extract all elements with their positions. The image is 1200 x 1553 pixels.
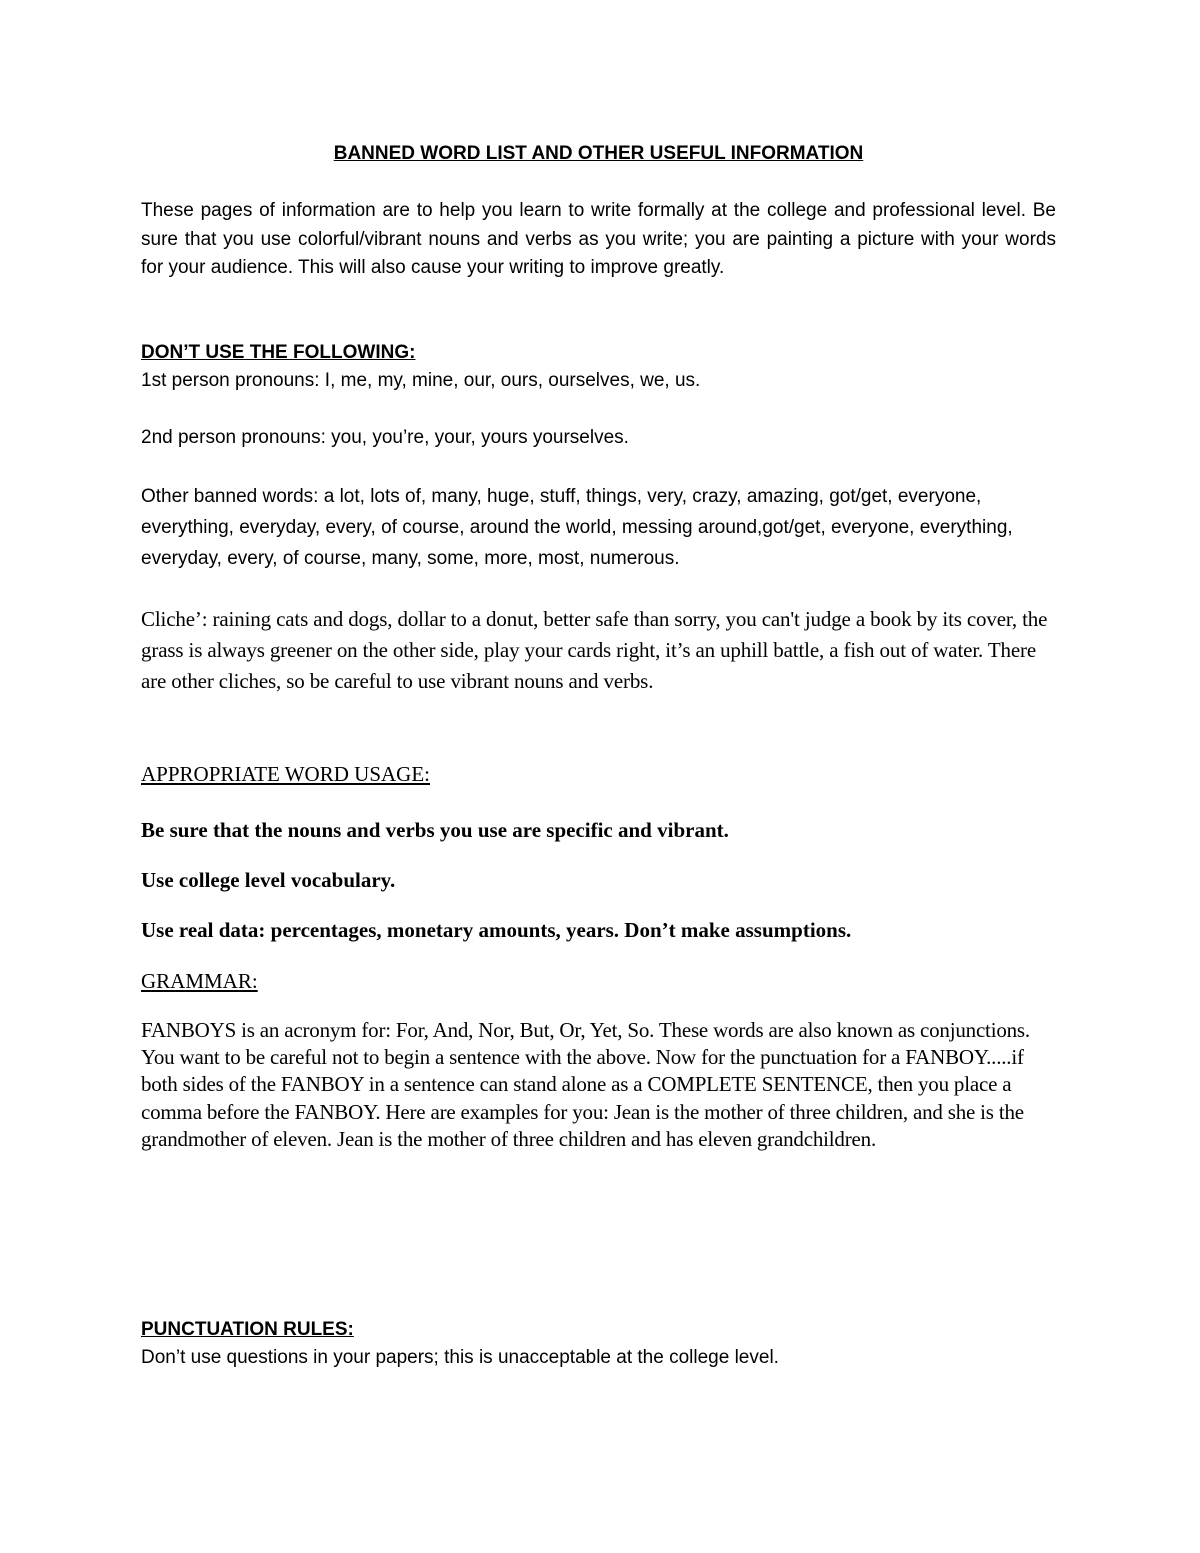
punctuation-heading: PUNCTUATION RULES:	[141, 1319, 354, 1340]
second-person-pronouns: 2nd person pronouns: you, you’re, your, yours yourselves.	[141, 427, 629, 448]
grammar-heading: GRAMMAR:	[141, 969, 258, 993]
other-banned-words: Other banned words: a lot, lots of, many, huge, stuff, things, very, crazy, amazing, got/get, everyone, everything, everyday, every, of course, around the world, messing around,got/get, everyone, everything, everyday, every, of course, many, some, more, most, numerous.	[141, 486, 1013, 569]
document-title: BANNED WORD LIST AND OTHER USEFUL INFORMATION	[333, 143, 864, 164]
cliche-paragraph: Cliche’: raining cats and dogs, dollar to a donut, better safe than sorry, you can't judge a book by its cover, the grass is always greener on the other side, play your cards right, it’s an uphill battle, a fish out of water. There are other cliches, so be careful to use vibrant nouns and verbs.	[141, 607, 1048, 693]
first-person-pronouns: 1st person pronouns: I, me, my, mine, our, ours, ourselves, we, us.	[141, 370, 701, 391]
grammar-paragraph: FANBOYS is an acronym for: For, And, Nor, But, Or, Yet, So. These words are also known as conjunctions. You want to be careful not to begin a sentence with the above. Now for the punctuation for a FANBOY.....if both sides of the FANBOY in a sentence can stand alone as a COMPLETE SENTENCE, then you place a comma before the FANBOY. Here are examples for you: Jean is the mother of three children, and she is the grandmother of eleven. Jean is the mother of three children and has eleven grandchildren.	[141, 1018, 1030, 1151]
dont-use-heading: DON’T USE THE FOLLOWING:	[141, 342, 416, 363]
appropriate-heading: APPROPRIATE WORD USAGE:	[141, 762, 430, 786]
appropriate-rule-data: Use real data: percentages, monetary amounts, years. Don’t make assumptions.	[141, 918, 852, 942]
intro-paragraph: These pages of information are to help you learn to write formally at the college and professional level. Be sure that you use colorful/vibrant nouns and verbs as you write; you are painting a picture with your words for your audience. This will also cause your writing to improve greatly.	[141, 200, 1056, 278]
appropriate-rule-specific: Be sure that the nouns and verbs you use are specific and vibrant.	[141, 818, 729, 842]
punctuation-rule-questions: Don’t use questions in your papers; this is unacceptable at the college level.	[141, 1347, 779, 1368]
appropriate-rule-vocabulary: Use college level vocabulary.	[141, 868, 396, 892]
